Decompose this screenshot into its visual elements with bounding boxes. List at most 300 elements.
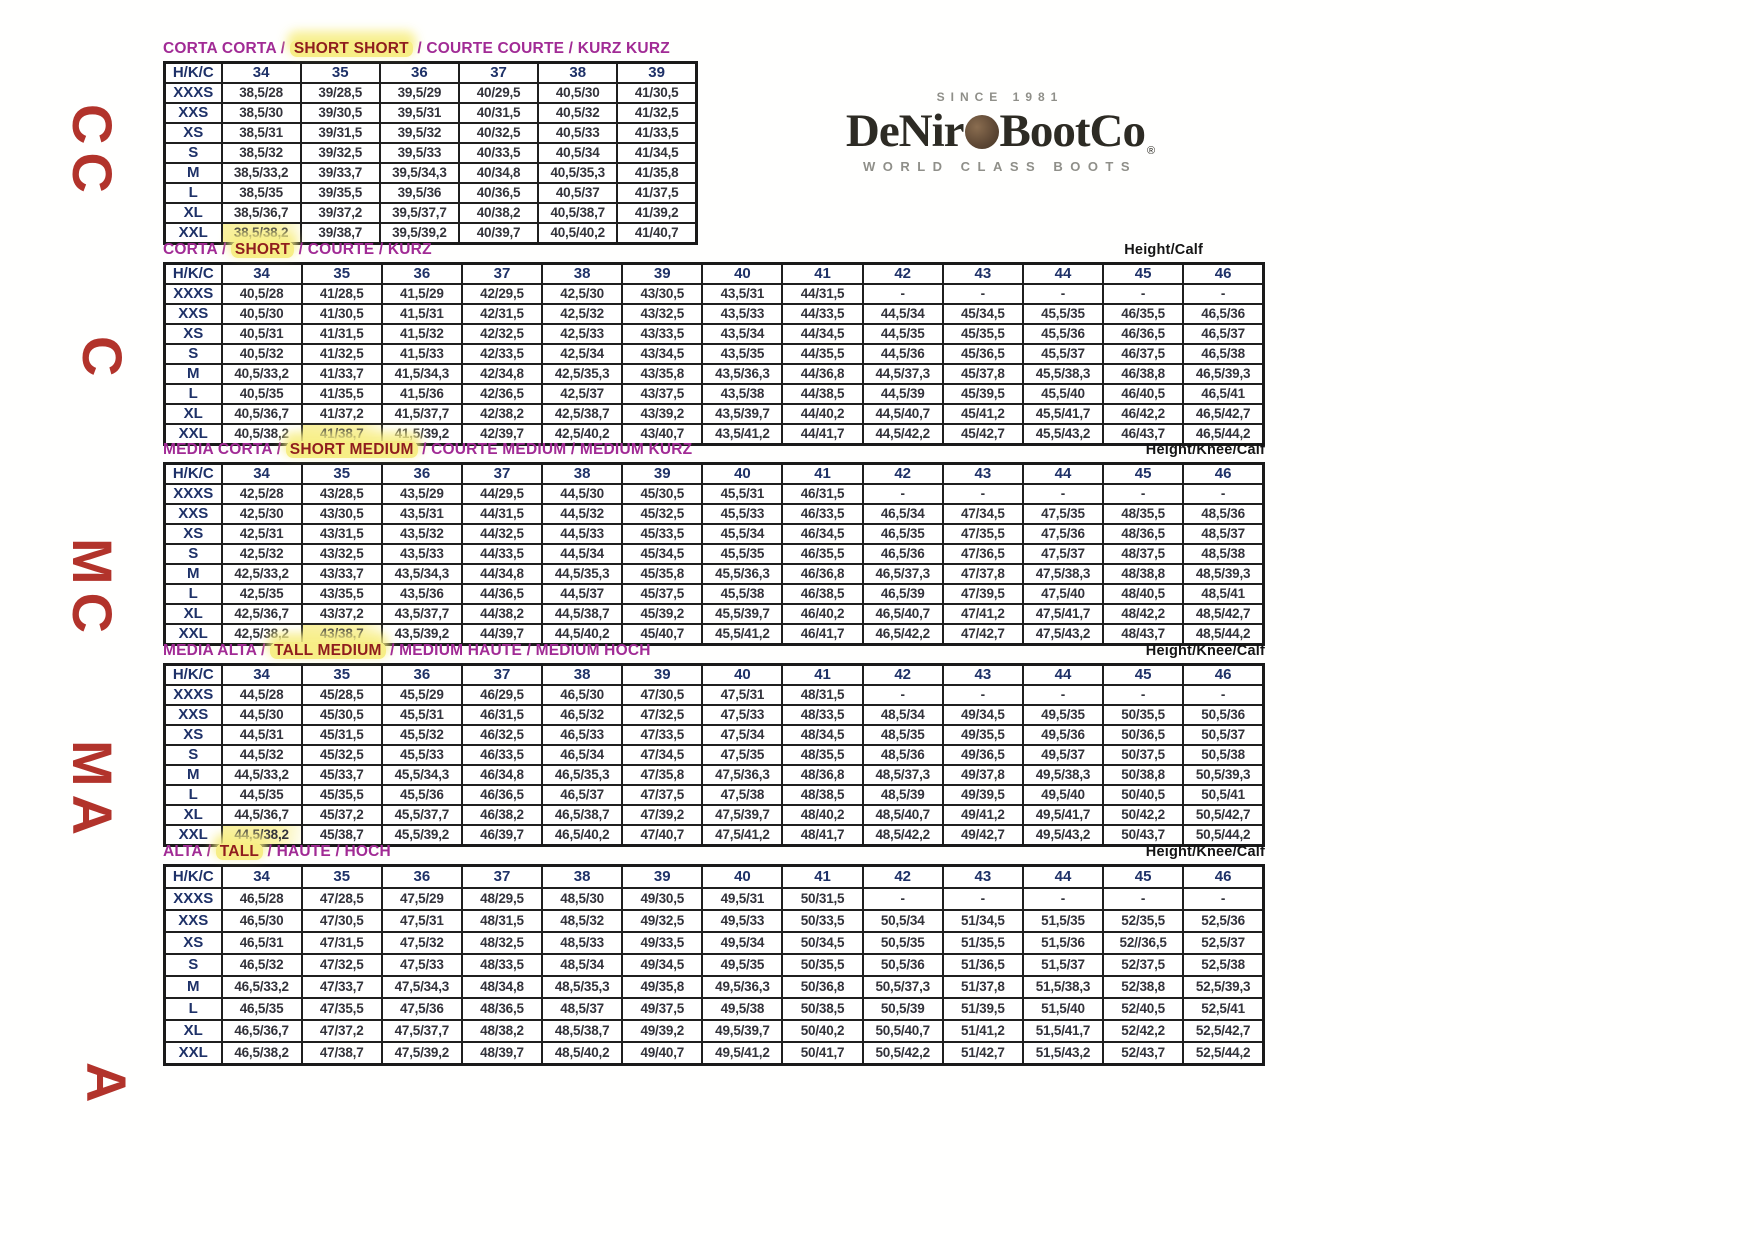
side-code-label-cc: CC <box>61 104 124 201</box>
size-cell: 49,5/37 <box>1023 745 1103 765</box>
size-cell: 47/36,5 <box>943 544 1023 564</box>
size-cell: 50,5/37 <box>1183 725 1263 745</box>
size-cell: 45/33,7 <box>302 765 382 785</box>
size-cell: 46/34,5 <box>782 524 862 544</box>
table-row <box>165 143 697 163</box>
size-cell: 49,5/31 <box>702 888 782 910</box>
row-label: XXL <box>165 1042 222 1065</box>
row-label-header: H/K/C <box>165 63 222 84</box>
size-cell: 47/39,2 <box>622 805 702 825</box>
size-cell: 43,5/33 <box>382 544 462 564</box>
size-cell: 47/42,7 <box>943 624 1023 645</box>
column-header: 38 <box>542 866 622 889</box>
size-cell: 46/39,7 <box>462 825 542 846</box>
size-cell: 42,5/32 <box>222 544 302 564</box>
size-cell: 50/38,8 <box>1103 765 1183 785</box>
row-label: M <box>165 564 222 584</box>
size-cell: 42/32,5 <box>462 324 542 344</box>
table-row <box>165 123 697 143</box>
size-cell: 44/29,5 <box>462 484 542 504</box>
size-cell: 43/28,5 <box>302 484 382 504</box>
size-cell: 45/36,5 <box>943 344 1023 364</box>
size-cell: 40,5/40,2 <box>538 223 617 244</box>
size-cell: 46,5/37 <box>1183 324 1263 344</box>
row-label: S <box>165 143 222 163</box>
size-cell: 47,5/33 <box>702 705 782 725</box>
column-header: 42 <box>863 464 943 485</box>
size-cell: 49,5/33 <box>702 910 782 932</box>
title-separator: / <box>217 241 231 258</box>
table-row <box>165 564 1264 584</box>
row-label: L <box>165 384 222 404</box>
table-row <box>165 1020 1264 1042</box>
table-row <box>165 932 1264 954</box>
size-cell: 39,5/33 <box>380 143 459 163</box>
size-cell: 47,5/41,2 <box>702 825 782 846</box>
table-row <box>165 604 1264 624</box>
size-cell: 43,5/37,7 <box>382 604 462 624</box>
size-cell: 47/35,8 <box>622 765 702 785</box>
size-cell: - <box>943 284 1023 304</box>
size-cell: 45/35,5 <box>302 785 382 805</box>
size-cell: 43/38,7 <box>302 624 382 645</box>
size-cell: 51,5/36 <box>1023 932 1103 954</box>
size-cell: 46/33,5 <box>782 504 862 524</box>
row-label: L <box>165 785 222 805</box>
size-cell: 38,5/30 <box>222 103 301 123</box>
table-row <box>165 83 697 103</box>
table-title <box>163 241 1265 262</box>
size-cell: 42,5/33 <box>542 324 622 344</box>
size-cell: 46/38,8 <box>1103 364 1183 384</box>
size-cell: 42,5/36,7 <box>222 604 302 624</box>
column-header: 43 <box>943 264 1023 285</box>
size-cell: 43/32,5 <box>622 304 702 324</box>
row-label: XXS <box>165 304 222 324</box>
size-cell: 44/32,5 <box>462 524 542 544</box>
size-cell: 50/41,7 <box>782 1042 862 1065</box>
size-cell: 44,5/33 <box>542 524 622 544</box>
size-cell: 41/32,5 <box>302 344 382 364</box>
size-cell: 48,5/37 <box>1183 524 1263 544</box>
size-cell: 46,5/37,3 <box>863 564 943 584</box>
table-row <box>165 705 1264 725</box>
size-cell: 43/33,5 <box>622 324 702 344</box>
column-header: 35 <box>302 866 382 889</box>
size-cell: 44,5/28 <box>222 685 302 705</box>
table-title <box>163 441 1265 462</box>
size-cell: 44/36,8 <box>782 364 862 384</box>
table-row <box>165 785 1264 805</box>
column-header: 35 <box>301 63 380 84</box>
table-title-german: MEDIUM KURZ <box>579 441 693 458</box>
size-cell: 50/36,5 <box>1103 725 1183 745</box>
size-cell: 48,5/35,3 <box>542 976 622 998</box>
column-header: 40 <box>702 264 782 285</box>
size-cell: 51,5/35 <box>1023 910 1103 932</box>
size-cell: 48/42,2 <box>1103 604 1183 624</box>
size-cell: 45,5/29 <box>382 685 462 705</box>
column-header: 38 <box>542 464 622 485</box>
size-cell: 46/31,5 <box>782 484 862 504</box>
size-cell: 46/35,5 <box>782 544 862 564</box>
size-cell: 48,5/44,2 <box>1183 624 1263 645</box>
size-cell: 46,5/38,2 <box>222 1042 302 1065</box>
size-cell: 52//36,5 <box>1103 932 1183 954</box>
size-cell: 41/28,5 <box>302 284 382 304</box>
column-header: 45 <box>1103 665 1183 686</box>
row-label: XXXS <box>165 685 222 705</box>
size-cell: 50/38,5 <box>782 998 862 1020</box>
table-title-italian: CORTA <box>163 241 218 258</box>
size-cell: 41,5/37,7 <box>382 404 462 424</box>
brand-tagline: WORLD CLASS BOOTS <box>862 159 1138 175</box>
size-cell: 48/29,5 <box>462 888 542 910</box>
size-cell: 51/41,2 <box>943 1020 1023 1042</box>
table-row <box>165 203 697 223</box>
size-cell: 40,5/30 <box>222 304 302 324</box>
size-cell: 52,5/36 <box>1183 910 1263 932</box>
size-cell: 43,5/34 <box>702 324 782 344</box>
corner-label: Height/Knee/Calf <box>1145 643 1265 659</box>
size-cell: 45,5/35 <box>702 544 782 564</box>
column-header: 36 <box>382 264 462 285</box>
column-header: 37 <box>459 63 538 84</box>
size-cell: 48/32,5 <box>462 932 542 954</box>
table-row <box>165 1042 1264 1065</box>
size-cell: 52/43,7 <box>1103 1042 1183 1065</box>
column-header: 46 <box>1183 866 1263 889</box>
size-cell: 39/38,7 <box>301 223 380 244</box>
size-cell: 47/40,7 <box>622 825 702 846</box>
size-cell: 46,5/34 <box>542 745 622 765</box>
size-cell: 52/35,5 <box>1103 910 1183 932</box>
size-cell: 44/34,5 <box>782 324 862 344</box>
size-cell: 49,5/39,7 <box>702 1020 782 1042</box>
column-header: 44 <box>1023 264 1103 285</box>
size-cell: 47,5/39,2 <box>382 1042 462 1065</box>
column-header: 34 <box>222 63 301 84</box>
size-cell: 51,5/41,7 <box>1023 1020 1103 1042</box>
table-title-french: MEDIUM HAUTE <box>399 642 523 659</box>
row-label: S <box>165 745 222 765</box>
row-label-header: H/K/C <box>165 264 222 285</box>
size-cell: 40,5/32 <box>538 103 617 123</box>
side-code-label-ma: MA <box>61 740 124 844</box>
table-row <box>165 954 1264 976</box>
size-cell: 46,5/35,3 <box>542 765 622 785</box>
size-cell: 50/33,5 <box>782 910 862 932</box>
size-cell: 40/33,5 <box>459 143 538 163</box>
size-cell: 45,5/36 <box>382 785 462 805</box>
title-separator: / <box>276 40 290 57</box>
size-cell: 52,5/39,3 <box>1183 976 1263 998</box>
column-header: 39 <box>622 866 702 889</box>
size-cell: 48/40,5 <box>1103 584 1183 604</box>
column-header: 35 <box>302 665 382 686</box>
table-row <box>165 685 1264 705</box>
table-row <box>165 888 1264 910</box>
size-cell: 46/38,5 <box>782 584 862 604</box>
column-header: 38 <box>538 63 617 84</box>
size-cell: 50,5/37,3 <box>863 976 943 998</box>
row-label: L <box>165 584 222 604</box>
size-cell: 45,5/32 <box>382 725 462 745</box>
size-cell: 44/38,5 <box>782 384 862 404</box>
size-cell: 44/34,8 <box>462 564 542 584</box>
size-cell: 48/34,5 <box>782 725 862 745</box>
table-row <box>165 284 1264 304</box>
table-row <box>165 998 1264 1020</box>
size-cell: 39/35,5 <box>301 183 380 203</box>
row-label: XXL <box>165 424 222 445</box>
size-cell: 51/37,8 <box>943 976 1023 998</box>
size-cell: 49/41,2 <box>943 805 1023 825</box>
size-cell: 44,5/30 <box>542 484 622 504</box>
size-cell: 52/37,5 <box>1103 954 1183 976</box>
row-label: S <box>165 954 222 976</box>
row-label: M <box>165 976 222 998</box>
table-row <box>165 364 1264 384</box>
row-label: S <box>165 344 222 364</box>
size-cell: 46/36,5 <box>462 785 542 805</box>
table-row <box>165 404 1264 424</box>
size-cell: 47,5/41,7 <box>1023 604 1103 624</box>
size-cell: 48/36,8 <box>782 765 862 785</box>
size-cell: 44,5/40,2 <box>542 624 622 645</box>
column-header: 42 <box>863 665 943 686</box>
size-cell: 47/41,2 <box>943 604 1023 624</box>
size-cell: 46/43,7 <box>1103 424 1183 445</box>
size-cell: 45/37,5 <box>622 584 702 604</box>
size-cell: 48/36,5 <box>1103 524 1183 544</box>
row-label: XL <box>165 404 222 424</box>
size-cell: 48/38,8 <box>1103 564 1183 584</box>
table-row <box>165 976 1264 998</box>
size-cell: 46,5/33,2 <box>222 976 302 998</box>
brand-name-pre: DeNir <box>845 105 964 157</box>
size-cell: 48/40,2 <box>782 805 862 825</box>
size-cell: 46,5/41 <box>1183 384 1263 404</box>
size-cell: 40,5/35 <box>222 384 302 404</box>
size-cell: 47,5/35 <box>702 745 782 765</box>
size-cell: 46,5/35 <box>863 524 943 544</box>
column-header: 45 <box>1103 866 1183 889</box>
size-cell: 50/42,2 <box>1103 805 1183 825</box>
size-cell: 40/38,2 <box>459 203 538 223</box>
size-cell: 45,5/33 <box>382 745 462 765</box>
size-cell: - <box>943 685 1023 705</box>
size-cell: 50/36,8 <box>782 976 862 998</box>
size-cell: 48,5/37,3 <box>863 765 943 785</box>
table-row <box>165 344 1264 364</box>
size-cell: 47,5/31 <box>382 910 462 932</box>
size-cell: 46/29,5 <box>462 685 542 705</box>
size-cell: 41/31,5 <box>302 324 382 344</box>
row-label: XS <box>165 123 222 143</box>
header-row <box>165 464 1264 485</box>
size-cell: 44,5/35,3 <box>542 564 622 584</box>
table-title-french: COURTE <box>307 241 375 258</box>
table-row <box>165 103 697 123</box>
column-header: 36 <box>382 665 462 686</box>
table-title <box>163 843 1265 864</box>
size-cell: 48,5/34 <box>863 705 943 725</box>
size-cell: - <box>1023 484 1103 504</box>
table-row <box>165 183 697 203</box>
size-cell: 39,5/32 <box>380 123 459 143</box>
size-cell: 46,5/30 <box>222 910 302 932</box>
size-cell: 43/30,5 <box>622 284 702 304</box>
corner-label: Height/Knee/Calf <box>1145 442 1265 458</box>
size-cell: 44,5/32 <box>222 745 302 765</box>
row-label: XXXS <box>165 484 222 504</box>
size-cell: 49,5/40 <box>1023 785 1103 805</box>
column-header: 34 <box>222 866 302 889</box>
size-cell: 46,5/42,2 <box>863 624 943 645</box>
size-cell: 46/37,5 <box>1103 344 1183 364</box>
size-cell: 39/28,5 <box>301 83 380 103</box>
table-title-french: HAUTE <box>276 843 331 860</box>
size-cell: 49,5/35 <box>1023 705 1103 725</box>
size-cell: 45,5/31 <box>382 705 462 725</box>
size-cell: 48,5/41 <box>1183 584 1263 604</box>
size-cell: 48/31,5 <box>782 685 862 705</box>
size-cell: 44,5/34 <box>863 304 943 324</box>
size-cell: 46/36,5 <box>1103 324 1183 344</box>
size-cell: - <box>1103 484 1183 504</box>
size-cell: 49/30,5 <box>622 888 702 910</box>
title-separator: / <box>374 241 388 258</box>
size-cell: 45,5/41,2 <box>702 624 782 645</box>
column-header: 46 <box>1183 464 1263 485</box>
size-cell: 47,5/29 <box>382 888 462 910</box>
size-cell: 44/33,5 <box>462 544 542 564</box>
size-cell: 43,5/39,2 <box>382 624 462 645</box>
size-cell: 45/32,5 <box>302 745 382 765</box>
size-cell: - <box>943 888 1023 910</box>
row-label: XS <box>165 725 222 745</box>
size-cell: 49/32,5 <box>622 910 702 932</box>
size-cell: 49/39,2 <box>622 1020 702 1042</box>
size-cell: 43,5/35 <box>702 344 782 364</box>
size-cell: 52/42,2 <box>1103 1020 1183 1042</box>
table-title-english: SHORT MEDIUM <box>286 441 418 458</box>
size-cell: 41,5/32 <box>382 324 462 344</box>
column-header: 46 <box>1183 264 1263 285</box>
size-cell: 44/35,5 <box>782 344 862 364</box>
size-cell: 40,5/36,7 <box>222 404 302 424</box>
size-table-section-mc <box>163 441 1265 646</box>
row-label-header: H/K/C <box>165 866 222 889</box>
size-cell: 46/41,7 <box>782 624 862 645</box>
table-title-italian: MEDIA ALTA <box>163 642 257 659</box>
size-cell: 48/36,5 <box>462 998 542 1020</box>
column-header: 40 <box>702 665 782 686</box>
size-cell: 50,5/38 <box>1183 745 1263 765</box>
size-cell: 42,5/38,2 <box>222 624 302 645</box>
size-cell: 52/40,5 <box>1103 998 1183 1020</box>
size-cell: 44,5/39 <box>863 384 943 404</box>
row-label: S <box>165 544 222 564</box>
size-cell: - <box>1183 888 1263 910</box>
size-cell: 41,5/34,3 <box>382 364 462 384</box>
size-cell: 47,5/33 <box>382 954 462 976</box>
size-cell: 47,5/37 <box>1023 544 1103 564</box>
size-cell: - <box>1103 284 1183 304</box>
size-cell: 47,5/40 <box>1023 584 1103 604</box>
coin-logo-icon <box>965 115 999 149</box>
size-cell: 51,5/38,3 <box>1023 976 1103 998</box>
size-cell: 46,5/34 <box>863 504 943 524</box>
size-cell: 46,5/38 <box>1183 344 1263 364</box>
size-cell: 42,5/35,3 <box>542 364 622 384</box>
size-cell: 44,5/38,2 <box>222 825 302 846</box>
size-cell: 45/38,7 <box>302 825 382 846</box>
size-cell: - <box>1103 888 1183 910</box>
size-cell: 39,5/36 <box>380 183 459 203</box>
size-cell: 43/32,5 <box>302 544 382 564</box>
size-cell: 44,5/35 <box>863 324 943 344</box>
size-cell: 42,5/34 <box>542 344 622 364</box>
size-cell: 41/38,7 <box>302 424 382 445</box>
size-cell: 47/32,5 <box>302 954 382 976</box>
size-cell: 46,5/37 <box>542 785 622 805</box>
table-title-french: COURTE COURTE <box>426 40 565 57</box>
size-cell: 39/30,5 <box>301 103 380 123</box>
size-cell: 47/31,5 <box>302 932 382 954</box>
size-cell: 49,5/38 <box>702 998 782 1020</box>
table-row <box>165 324 1264 344</box>
size-cell: 46,5/30 <box>542 685 622 705</box>
size-cell: 40/39,7 <box>459 223 538 244</box>
size-cell: 45/35,8 <box>622 564 702 584</box>
size-cell: 47/30,5 <box>622 685 702 705</box>
size-cell: 39,5/34,3 <box>380 163 459 183</box>
size-cell: 44/31,5 <box>462 504 542 524</box>
size-cell: 45/41,2 <box>943 404 1023 424</box>
row-label: XL <box>165 604 222 624</box>
title-separator: / <box>417 441 432 458</box>
size-cell: - <box>863 685 943 705</box>
brand-name <box>800 107 1200 156</box>
size-cell: 41/35,8 <box>617 163 696 183</box>
size-cell: 45,5/33 <box>702 504 782 524</box>
size-cell: 42/31,5 <box>462 304 542 324</box>
table-title-italian: MEDIA CORTA <box>163 441 273 458</box>
size-cell: 42,5/31 <box>222 524 302 544</box>
size-cell: 45,5/38 <box>702 584 782 604</box>
column-header: 36 <box>382 866 462 889</box>
size-cell: 49/33,5 <box>622 932 702 954</box>
size-cell: 49/39,5 <box>943 785 1023 805</box>
size-cell: 38,5/33,2 <box>222 163 301 183</box>
size-cell: - <box>1183 484 1263 504</box>
size-cell: 48/38,2 <box>462 1020 542 1042</box>
size-cell: 40,5/35,3 <box>538 163 617 183</box>
size-cell: 45,5/37 <box>1023 344 1103 364</box>
size-cell: 50,5/42,2 <box>863 1042 943 1065</box>
column-header: 46 <box>1183 665 1263 686</box>
row-label: XXXS <box>165 888 222 910</box>
size-cell: 48,5/42,2 <box>863 825 943 846</box>
size-cell: 44/31,5 <box>782 284 862 304</box>
size-cell: 41,5/29 <box>382 284 462 304</box>
column-header: 37 <box>462 866 542 889</box>
column-header: 44 <box>1023 866 1103 889</box>
size-cell: 50,5/36 <box>863 954 943 976</box>
table-row <box>165 745 1264 765</box>
